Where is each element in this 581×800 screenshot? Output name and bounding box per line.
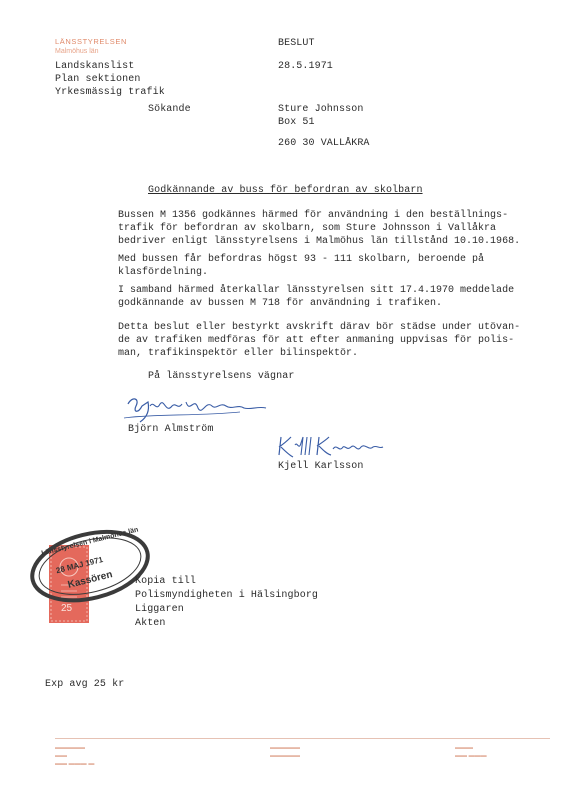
fee-note: Exp avg 25 kr — [45, 679, 125, 690]
applicant-name: Sture Johnsson — [278, 104, 364, 115]
decision-date: 28.5.1971 — [278, 61, 333, 72]
body-paragraph-2: Med bussen får befordras högst 93 - 111 skolbarn, beroende på klasfördelning. — [118, 254, 485, 278]
closing-line: På länsstyrelsens vägnar — [148, 371, 295, 382]
signature-2-handwriting — [275, 433, 385, 461]
signatory-2-name: Kjell Karlsson — [278, 461, 364, 472]
fee-stamp-value: 25 — [61, 603, 73, 614]
signatory-1-name: Björn Almström — [128, 424, 214, 435]
applicant-postal: 260 30 VALLÅKRA — [278, 138, 370, 149]
stamp-bottom-text: Kassören — [66, 569, 114, 591]
copies-recipient-1: Polismyndigheten i Hälsingborg — [135, 590, 319, 601]
applicant-box: Box 51 — [278, 117, 315, 128]
body-paragraph-1: Bussen M 1356 godkännes härmed för användning i den beställnings- trafik för befordran av skolbarn, som Sture Johnsson i Vallåkra bedriver enligt länsstyrelsens i Malmöhus län tillstånd 10.10.1968. — [118, 210, 521, 247]
dept-line-3: Yrkesmässig trafik — [55, 87, 165, 98]
dept-line-2: Plan sektionen — [55, 74, 141, 85]
doc-type: BESLUT — [278, 38, 315, 49]
footer-column-1: ▬▬▬▬▬ ▬▬ ▬▬ ▬▬▬ ▬ — [55, 745, 95, 767]
subject-heading: Godkännande av buss för befordran av skolbarn — [148, 185, 423, 196]
applicant-label: Sökande — [148, 104, 191, 115]
body-paragraph-4: Detta beslut eller bestyrkt avskrift därav bör städse under utövan- de av trafiken medföras för att efter anmaning uppvisas för polis- man, trafikinspektör eller bilinspektör. — [118, 322, 521, 359]
signature-1-handwriting — [120, 392, 280, 426]
footer-column-3: ▬▬▬ ▬▬ ▬▬▬ — [455, 745, 487, 759]
stamp-top-text: Länsstyrelsen i Malmöhus län — [40, 526, 140, 558]
stamp-date: 28 MAJ 1971 — [55, 554, 104, 576]
agency-county: Malmöhus län — [55, 48, 99, 55]
copies-recipient-2: Liggaren — [135, 604, 184, 615]
copies-title: Kopia till — [135, 576, 197, 587]
dept-line-1: Landskanslist — [55, 61, 135, 72]
footer-rule — [55, 738, 550, 739]
agency-name: LÄNSSTYRELSEN — [55, 37, 127, 46]
body-paragraph-3: I samband härmed återkallar länsstyrelsen sitt 17.4.1970 meddelade godkännande av bussen M 718 för användning i trafiken. — [118, 285, 515, 309]
copies-recipient-3: Akten — [135, 618, 166, 629]
footer-column-2: ▬▬▬▬▬ ▬▬▬▬▬ — [270, 745, 300, 759]
